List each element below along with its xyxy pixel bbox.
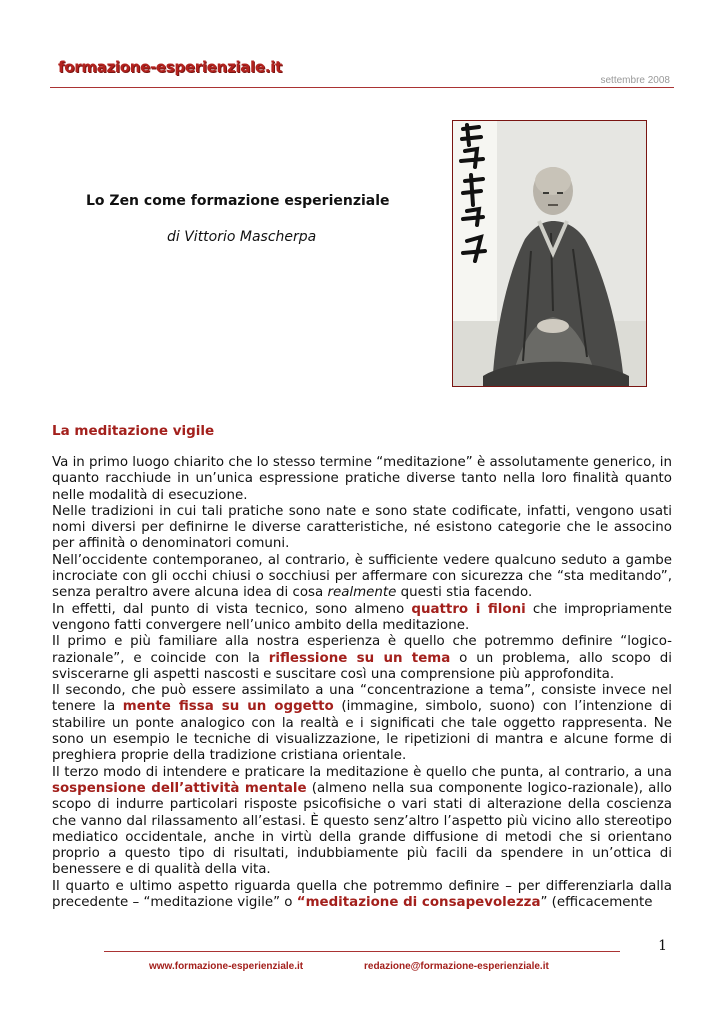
emphasis-text: realmente [327,585,397,601]
paragraph-text: che impropriamente vengono fatti convergere nell’unico ambito della meditazione. [52,601,672,633]
paragraph [52,553,672,602]
monk-photo-illustration [453,121,646,386]
issue-date: settembre 2008 [600,75,670,86]
highlight-text: “meditazione di consapevolezza [296,895,541,911]
article-author: di Vittorio Mascherpa [167,229,317,245]
footer-email-link[interactable]: redazione@formazione-esperienziale.it [364,961,549,972]
footer-website-link[interactable]: www.formazione-esperienziale.it [149,961,304,972]
monk-meditation-photo [452,120,647,387]
header-divider [50,87,674,88]
paragraph-text: Nell’occidente contemporaneo, al contrario, è sufficiente vedere qualcuno seduto a gambe incrociate con gli occhi chiusi o socchiusi per affermare con sicurezza che “sta meditando”, senza peraltro avere alcuna idea di cosa [52,552,672,601]
paragraph-text: (immagine, simbolo, suono) con l’intenzione di stabilire un ponte analogico con la realtà e i significati che tale oggetto rappresenta. Ne sono un esempio le tecniche di visualizzazione, le ripetizioni di mantra e alcune forme di preghiera proprie della tradizione cristiana orientale. [52,699,672,764]
paragraph [52,602,672,635]
highlight-text: quattro i filoni [411,601,526,617]
highlight-text: mente fissa su un oggetto [122,699,334,715]
paragraph-text: (almeno nella sua componente logico-razionale), allo scopo di indurre particolari risposte psicofisiche o vari stati di alterazione della coscienza che vanno dal rilassamento all’estasi. È questo senz’altro l’aspetto più vicino allo stereotipo mediatico occidentale, anche in virtù della grande diffusione di metodi che si orientano proprio a questo tipo di risultati, indubbiamente più facili da spendere in un’ottica di benessere e di qualità della vita. [52,780,672,878]
paragraph-text: o un problema, allo scopo di sviscerarne gli aspetti nascosti e suscitare così una comprensione più approfondita. [52,650,672,682]
paragraph-text: Il terzo modo di intendere e praticare la meditazione è quello che punta, al contrario, a una [52,764,672,780]
paragraph-text: questi stia facendo. [396,585,533,601]
paragraph [52,879,672,912]
article-body [52,455,672,911]
highlight-text: riflessione su un tema [268,650,451,666]
page-number: 1 [658,938,667,954]
site-logo[interactable]: formazione-esperienziale.it [58,58,282,76]
section-heading: La meditazione vigile [52,423,215,439]
paragraph [52,634,672,683]
paragraph-text: Il primo e più familiare alla nostra esperienza è quello che potremmo definire “logico-razionale”, e coincide con la [52,634,672,666]
paragraph: Va in primo luogo chiarito che lo stesso termine “meditazione” è assolutamente generico, in quanto racchiude in un’unica espressione pratiche diverse tanto nella loro finalità quanto nelle modalità di esecuzione. [52,455,672,503]
paragraph-text: Il quarto e ultimo aspetto riguarda quella che potremmo definire – per differenziarla dalla precedente – “meditazione vigile” o [52,878,672,911]
footer-divider [104,951,620,952]
paragraph-text: ” (efficacemente [540,895,653,911]
highlight-text: sospensione dell’attività mentale [52,780,307,796]
paragraph-text: Il secondo, che può essere assimilato a una “concentrazione a tema”, consiste invece nel tenere la [52,683,672,715]
paragraph [52,683,672,764]
paragraph [52,765,672,879]
paragraph-text: In effetti, dal punto di vista tecnico, sono almeno [52,601,412,617]
paragraph: Nelle tradizioni in cui tali pratiche sono nate e sono state codificate, infatti, vengono usati nomi diversi per definirne le diverse caratteristiche, né esistono categorie che le associno per affinità o denominatori comuni. [52,503,672,552]
article-title: Lo Zen come formazione esperienziale [86,193,390,209]
